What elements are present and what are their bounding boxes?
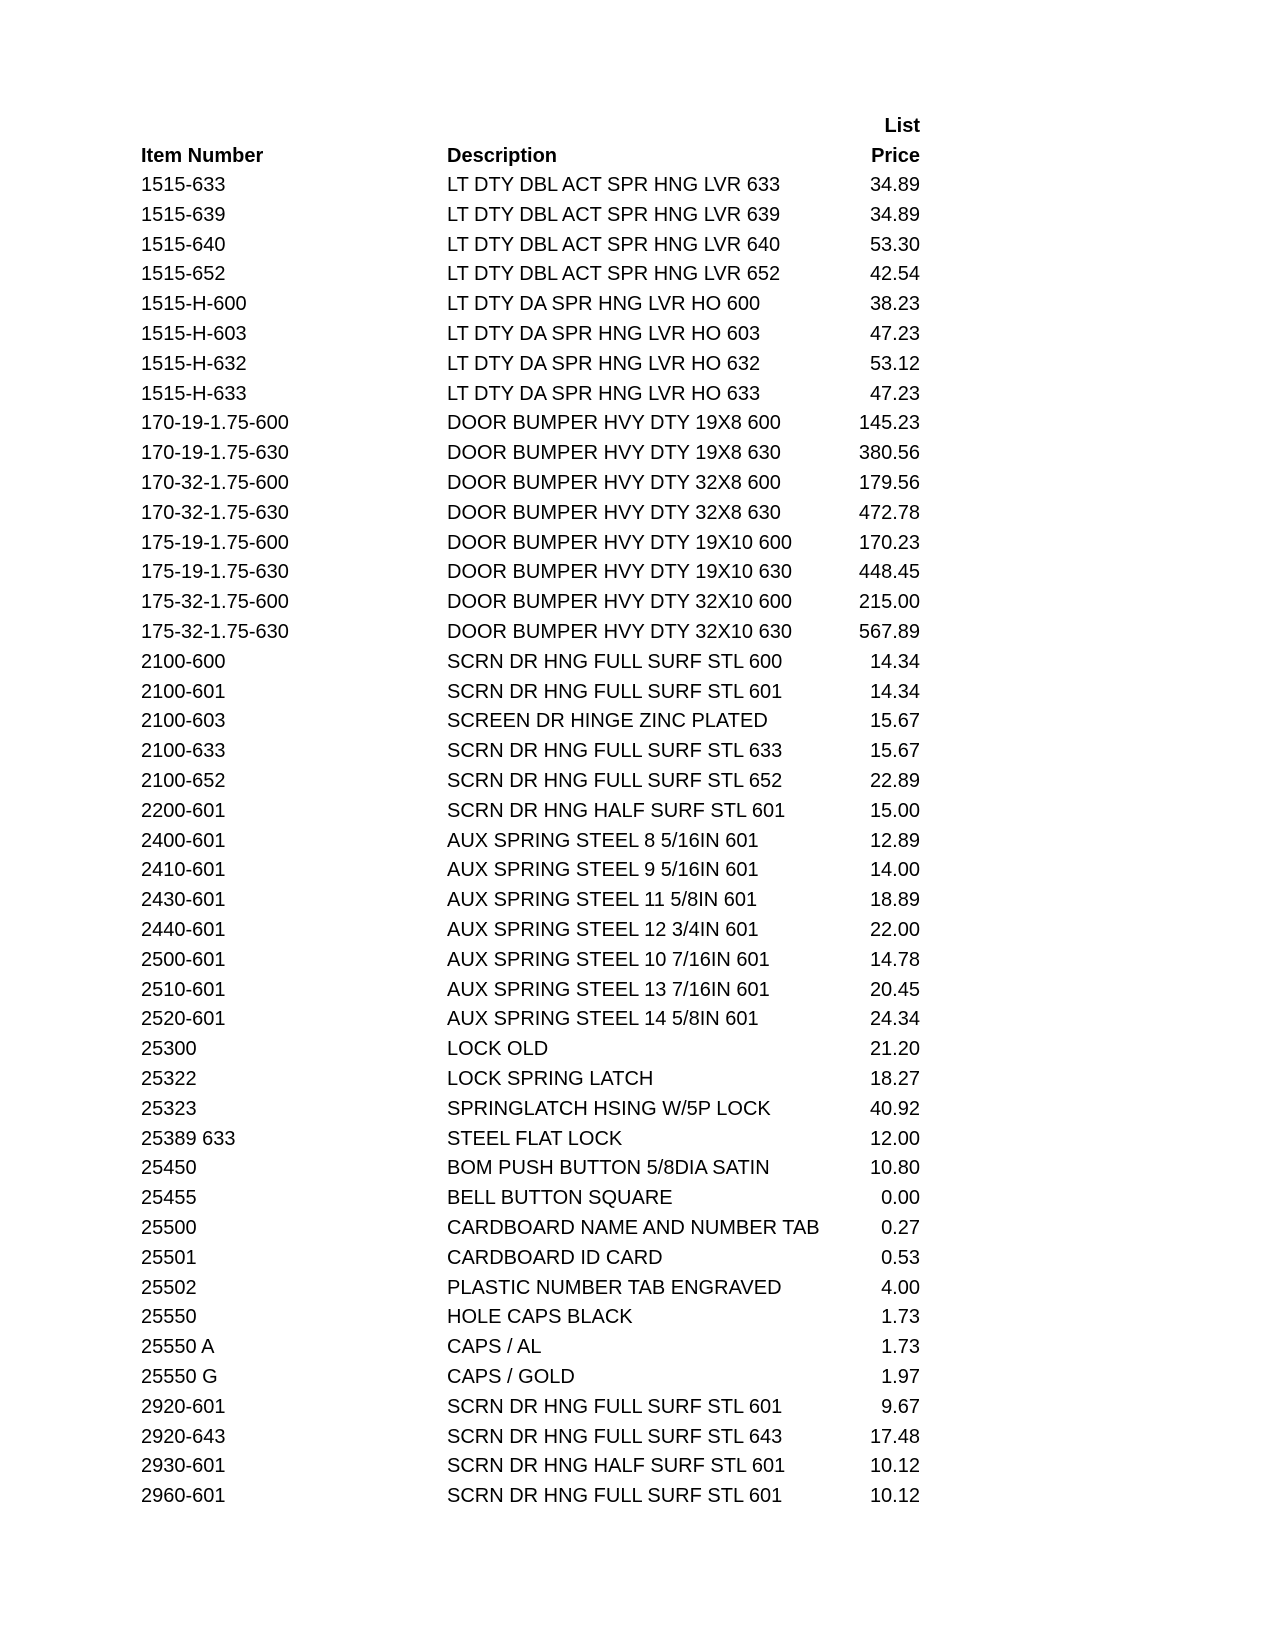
description-cell: AUX SPRING STEEL 9 5/16IN 601 — [447, 859, 759, 882]
item-number-cell: 25501 — [141, 1246, 197, 1269]
table-row — [0, 736, 1275, 766]
description-cell: LT DTY DA SPR HNG LVR HO 633 — [447, 382, 761, 405]
item-number-cell: 2440-601 — [141, 919, 226, 941]
table-row — [0, 766, 1275, 796]
description-cell: DOOR BUMPER HVY DTY 32X8 630 — [447, 501, 781, 524]
item-number-cell: 25502 — [141, 1276, 197, 1299]
item-number-cell: 25550 A — [141, 1336, 215, 1359]
table-row — [0, 945, 1275, 975]
list-price-cell: 215.00 — [858, 591, 920, 614]
list-price-cell: 20.45 — [869, 978, 920, 1001]
description-cell: LT DTY DBL ACT SPR HNG LVR 640 — [447, 233, 781, 256]
item-number-cell: 2430-601 — [141, 889, 226, 912]
item-number-cell: 170-32-1.75-600 — [141, 472, 289, 494]
description-cell: SCRN DR HNG FULL SURF STL 633 — [447, 740, 783, 763]
table-row — [0, 1302, 1275, 1332]
list-price-cell: 10.12 — [869, 1485, 920, 1508]
list-price-cell: 0.27 — [881, 1217, 920, 1239]
table-row — [0, 408, 1275, 438]
list-price-cell: 472.78 — [858, 501, 920, 524]
item-number-cell: 175-32-1.75-630 — [141, 621, 289, 643]
table-row — [0, 915, 1275, 945]
list-price-cell: 47.23 — [869, 323, 920, 345]
description-cell: SCRN DR HNG FULL SURF STL 601 — [447, 1485, 783, 1508]
item-number-cell: 25300 — [141, 1038, 197, 1061]
item-number-cell: 1515-639 — [141, 203, 226, 226]
description-cell: SCRN DR HNG FULL SURF STL 652 — [447, 770, 783, 792]
item-number-cell: 2410-601 — [141, 859, 226, 882]
item-number-cell: 2100-600 — [141, 650, 226, 673]
list-price-cell: 47.23 — [869, 382, 920, 405]
item-number-cell: 25550 G — [141, 1366, 218, 1388]
list-price-cell: 14.34 — [869, 650, 920, 673]
list-price-cell: 21.20 — [869, 1038, 920, 1061]
table-row — [0, 706, 1275, 736]
item-number-cell: 2500-601 — [141, 948, 226, 971]
list-price-cell: 448.45 — [858, 561, 920, 584]
list-price-cell: 1.73 — [881, 1306, 920, 1329]
item-number-cell: 25550 — [141, 1306, 197, 1329]
description-cell: BELL BUTTON SQUARE — [447, 1187, 673, 1210]
item-number-cell: 2920-643 — [141, 1425, 226, 1448]
list-price-cell: 22.00 — [869, 919, 920, 941]
description-cell: AUX SPRING STEEL 8 5/16IN 601 — [447, 829, 759, 852]
description-cell: LT DTY DBL ACT SPR HNG LVR 639 — [447, 203, 781, 226]
item-number-cell: 2100-601 — [141, 680, 226, 703]
item-number-cell: 2100-633 — [141, 740, 226, 763]
item-number-cell: 1515-633 — [141, 174, 226, 196]
list-price-cell: 15.67 — [869, 740, 920, 763]
header-description: Description — [447, 145, 558, 167]
list-price-cell: 380.56 — [858, 442, 920, 465]
table-row — [0, 1004, 1275, 1034]
item-number-cell: 25455 — [141, 1187, 197, 1210]
table-row — [0, 1243, 1275, 1273]
table-row — [0, 1213, 1275, 1243]
item-number-cell: 2930-601 — [141, 1455, 226, 1478]
item-number-cell: 2100-603 — [141, 710, 226, 733]
header-item-number: Item Number — [141, 145, 264, 167]
table-row — [0, 587, 1275, 617]
description-cell: LT DTY DA SPR HNG LVR HO 632 — [447, 352, 761, 375]
list-price-cell: 1.73 — [881, 1336, 920, 1359]
description-cell: CARDBOARD ID CARD — [447, 1246, 663, 1269]
list-price-cell: 145.23 — [858, 412, 920, 435]
item-number-cell: 1515-H-600 — [141, 293, 247, 316]
item-number-cell: 25389 633 — [141, 1127, 236, 1150]
list-price-cell: 4.00 — [881, 1276, 920, 1299]
item-number-cell: 1515-652 — [141, 263, 226, 286]
item-number-cell: 170-19-1.75-600 — [141, 412, 289, 435]
description-cell: LT DTY DA SPR HNG LVR HO 600 — [447, 293, 761, 316]
list-price-cell: 0.00 — [881, 1187, 920, 1210]
item-number-cell: 175-19-1.75-630 — [141, 561, 289, 584]
description-cell: STEEL FLAT LOCK — [447, 1127, 623, 1150]
header-row — [0, 141, 1275, 171]
table-row — [0, 319, 1275, 349]
list-price-cell: 14.78 — [869, 948, 920, 971]
table-row — [0, 1273, 1275, 1303]
list-price-cell: 53.30 — [869, 233, 920, 256]
item-number-cell: 2100-652 — [141, 770, 226, 792]
table-row — [0, 1451, 1275, 1481]
list-price-cell: 18.27 — [869, 1068, 920, 1090]
item-number-cell: 25322 — [141, 1068, 197, 1090]
table-row — [0, 885, 1275, 915]
description-cell: CAPS / GOLD — [447, 1366, 575, 1388]
list-price-cell: 18.89 — [869, 889, 920, 912]
description-cell: SCRN DR HNG FULL SURF STL 600 — [447, 650, 783, 673]
description-cell: AUX SPRING STEEL 10 7/16IN 601 — [447, 948, 770, 971]
table-row — [0, 1124, 1275, 1154]
list-price-cell: 567.89 — [858, 621, 920, 643]
list-price-cell: 34.89 — [869, 203, 920, 226]
item-number-cell: 25500 — [141, 1217, 197, 1239]
description-cell: SCRN DR HNG HALF SURF STL 601 — [447, 799, 786, 822]
description-cell: LOCK OLD — [447, 1038, 549, 1061]
description-cell: DOOR BUMPER HVY DTY 19X8 600 — [447, 412, 781, 435]
list-price-cell: 0.53 — [881, 1246, 920, 1269]
description-cell: DOOR BUMPER HVY DTY 32X10 630 — [447, 621, 792, 643]
description-cell: SCRN DR HNG FULL SURF STL 643 — [447, 1425, 783, 1448]
description-cell: CAPS / AL — [447, 1336, 542, 1359]
table-row — [0, 1362, 1275, 1392]
list-price-cell: 17.48 — [869, 1425, 920, 1448]
description-cell: PLASTIC NUMBER TAB ENGRAVED — [447, 1276, 782, 1299]
header-list-price-line1: List — [884, 115, 920, 137]
table-row — [0, 1481, 1275, 1511]
table-row — [0, 677, 1275, 707]
table-row — [0, 230, 1275, 260]
list-price-cell: 1.97 — [881, 1366, 920, 1388]
list-price-cell: 22.89 — [869, 770, 920, 792]
description-cell: DOOR BUMPER HVY DTY 19X10 630 — [447, 561, 792, 584]
list-price-cell: 24.34 — [869, 1008, 920, 1031]
table-row — [0, 200, 1275, 230]
table-row — [0, 528, 1275, 558]
table-row — [0, 796, 1275, 826]
table-row — [0, 617, 1275, 647]
description-cell: LT DTY DBL ACT SPR HNG LVR 652 — [447, 263, 781, 286]
header-list-price-line2: Price — [871, 145, 920, 167]
table-row — [0, 826, 1275, 856]
item-number-cell: 175-19-1.75-600 — [141, 531, 289, 554]
table-row — [0, 1094, 1275, 1124]
item-number-cell: 2200-601 — [141, 799, 226, 822]
item-number-cell: 1515-H-603 — [141, 323, 247, 345]
table-row — [0, 855, 1275, 885]
table-row — [0, 349, 1275, 379]
table-row — [0, 379, 1275, 409]
item-number-cell: 170-32-1.75-630 — [141, 501, 289, 524]
description-cell: CARDBOARD NAME AND NUMBER TAB — [447, 1217, 820, 1239]
description-cell: LOCK SPRING LATCH — [447, 1068, 654, 1090]
list-price-cell: 14.00 — [869, 859, 920, 882]
list-price-cell: 42.54 — [869, 263, 920, 286]
list-price-cell: 34.89 — [869, 174, 920, 196]
table-row — [0, 1392, 1275, 1422]
item-number-cell: 175-32-1.75-600 — [141, 591, 289, 614]
description-cell: DOOR BUMPER HVY DTY 19X10 600 — [447, 531, 792, 554]
list-price-cell: 9.67 — [881, 1395, 920, 1418]
item-number-cell: 2920-601 — [141, 1395, 226, 1418]
description-cell: AUX SPRING STEEL 12 3/4IN 601 — [447, 919, 759, 941]
description-cell: BOM PUSH BUTTON 5/8DIA SATIN — [447, 1157, 770, 1180]
description-cell: LT DTY DBL ACT SPR HNG LVR 633 — [447, 174, 781, 196]
list-price-cell: 53.12 — [869, 352, 920, 375]
item-number-cell: 2510-601 — [141, 978, 226, 1001]
list-price-cell: 38.23 — [869, 293, 920, 316]
description-cell: SCRN DR HNG HALF SURF STL 601 — [447, 1455, 786, 1478]
description-cell: AUX SPRING STEEL 13 7/16IN 601 — [447, 978, 770, 1001]
description-cell: HOLE CAPS BLACK — [447, 1306, 633, 1329]
item-number-cell: 1515-H-633 — [141, 382, 247, 405]
item-number-cell: 25450 — [141, 1157, 197, 1180]
item-number-cell: 2520-601 — [141, 1008, 226, 1031]
description-cell: SCREEN DR HINGE ZINC PLATED — [447, 710, 768, 733]
description-cell: DOOR BUMPER HVY DTY 19X8 630 — [447, 442, 781, 465]
table-row — [0, 289, 1275, 319]
table-row — [0, 438, 1275, 468]
description-cell: SCRN DR HNG FULL SURF STL 601 — [447, 680, 783, 703]
table-row — [0, 647, 1275, 677]
list-price-cell: 40.92 — [869, 1097, 920, 1120]
list-price-cell: 14.34 — [869, 680, 920, 703]
table-row — [0, 1153, 1275, 1183]
description-cell: AUX SPRING STEEL 14 5/8IN 601 — [447, 1008, 759, 1031]
table-row — [0, 468, 1275, 498]
description-cell: LT DTY DA SPR HNG LVR HO 603 — [447, 323, 761, 345]
table-row — [0, 1034, 1275, 1064]
item-number-cell: 25323 — [141, 1097, 197, 1120]
item-number-cell: 2960-601 — [141, 1485, 226, 1508]
list-price-cell: 10.12 — [869, 1455, 920, 1478]
description-cell: SCRN DR HNG FULL SURF STL 601 — [447, 1395, 783, 1418]
description-cell: DOOR BUMPER HVY DTY 32X8 600 — [447, 472, 781, 494]
list-price-cell: 179.56 — [858, 472, 920, 494]
item-number-cell: 170-19-1.75-630 — [141, 442, 289, 465]
item-number-cell: 1515-H-632 — [141, 352, 247, 375]
list-price-cell: 170.23 — [858, 531, 920, 554]
table-row — [0, 1422, 1275, 1452]
list-price-cell: 15.67 — [869, 710, 920, 733]
table-row — [0, 1332, 1275, 1362]
table-row — [0, 1064, 1275, 1094]
table-row — [0, 975, 1275, 1005]
description-cell: AUX SPRING STEEL 11 5/8IN 601 — [447, 889, 758, 912]
list-price-cell: 12.89 — [869, 829, 920, 852]
description-cell: SPRINGLATCH HSING W/5P LOCK — [447, 1097, 771, 1120]
list-price-cell: 15.00 — [869, 799, 920, 822]
description-cell: DOOR BUMPER HVY DTY 32X10 600 — [447, 591, 792, 614]
table-row — [0, 498, 1275, 528]
table-row — [0, 170, 1275, 200]
table-row — [0, 1183, 1275, 1213]
table-row — [0, 557, 1275, 587]
table-row — [0, 259, 1275, 289]
item-number-cell: 2400-601 — [141, 829, 226, 852]
list-price-cell: 12.00 — [869, 1127, 920, 1150]
item-number-cell: 1515-640 — [141, 233, 226, 256]
list-price-cell: 10.80 — [869, 1157, 920, 1180]
